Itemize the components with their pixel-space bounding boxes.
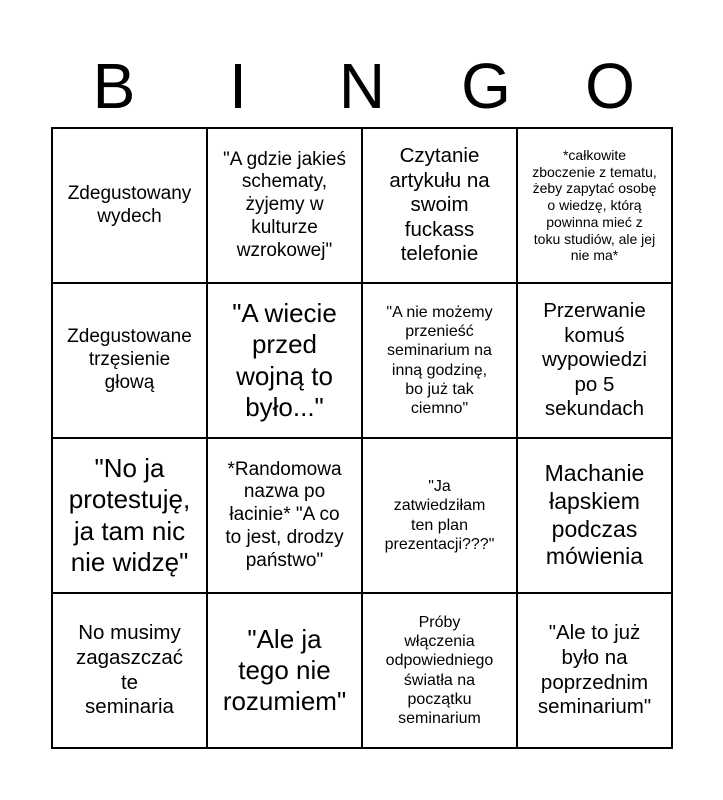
- bingo-cell[interactable]: [518, 284, 673, 439]
- cell-text: Przerwanie komuś wypowiedzi po 5 sekundach: [542, 299, 647, 421]
- cell-text: "Ale ja tego nie rozumiem": [222, 623, 347, 717]
- header-letter-i: I: [229, 50, 247, 122]
- bingo-cell[interactable]: [208, 439, 363, 594]
- bingo-cell[interactable]: [518, 439, 673, 594]
- cell-text: "A gdzie jakieś schematy, żyjemy w kulturze wzrokowej": [223, 148, 346, 261]
- header-letter-o: O: [585, 50, 635, 122]
- bingo-cell[interactable]: [208, 129, 363, 284]
- cell-text: *Randomowa nazwa po łacinie* "A co to jest, drodzy państwo": [225, 458, 344, 571]
- cell-text: Próby włączenia odpowiedniego światła na początku seminarium: [385, 613, 494, 727]
- bingo-cell[interactable]: [518, 594, 673, 749]
- bingo-cell[interactable]: [208, 284, 363, 439]
- cell-text: Zdegustowany wydech: [67, 182, 192, 227]
- header-letter-b: B: [92, 50, 136, 122]
- cell-text: No musimy zagaszczać te seminaria: [75, 621, 184, 719]
- bingo-cell[interactable]: [363, 439, 518, 594]
- cell-text: *całkowite zboczenie z tematu, żeby zapytać osobę o wiedzę, którą powinna mieć z toku studiów, ale jej nie ma*: [532, 146, 657, 264]
- bingo-grid: [51, 127, 673, 749]
- bingo-cell[interactable]: [363, 284, 518, 439]
- bingo-cell[interactable]: [363, 129, 518, 284]
- bingo-header: [52, 44, 672, 128]
- cell-text: "A wiecie przed wojną to było...": [232, 298, 337, 422]
- bingo-cell[interactable]: [53, 439, 208, 594]
- bingo-cell[interactable]: [53, 284, 208, 439]
- cell-text: Zdegustowane trzęsienie głową: [67, 326, 192, 393]
- cell-text: "A nie możemy przenieść seminarium na inną godzinę, bo już tak ciemno": [386, 303, 493, 417]
- cell-text: "Ale to już było na poprzednim seminarium": [537, 621, 652, 719]
- cell-text: "Ja zatwiedziłam ten plan prezentacji???": [384, 478, 495, 553]
- bingo-cell[interactable]: [363, 594, 518, 749]
- bingo-cell[interactable]: [53, 594, 208, 749]
- bingo-cell[interactable]: [53, 129, 208, 284]
- bingo-cell[interactable]: [518, 129, 673, 284]
- cell-text: Machanie łapskiem podczas mówienia: [544, 460, 645, 570]
- cell-text: "No ja protestuję, ja tam nic nie widzę": [68, 453, 191, 577]
- bingo-cell[interactable]: [208, 594, 363, 749]
- header-letter-g: G: [461, 50, 511, 122]
- header-letter-n: N: [338, 50, 386, 122]
- cell-text: Czytanie artykułu na swoim fuckass telefonie: [389, 144, 490, 266]
